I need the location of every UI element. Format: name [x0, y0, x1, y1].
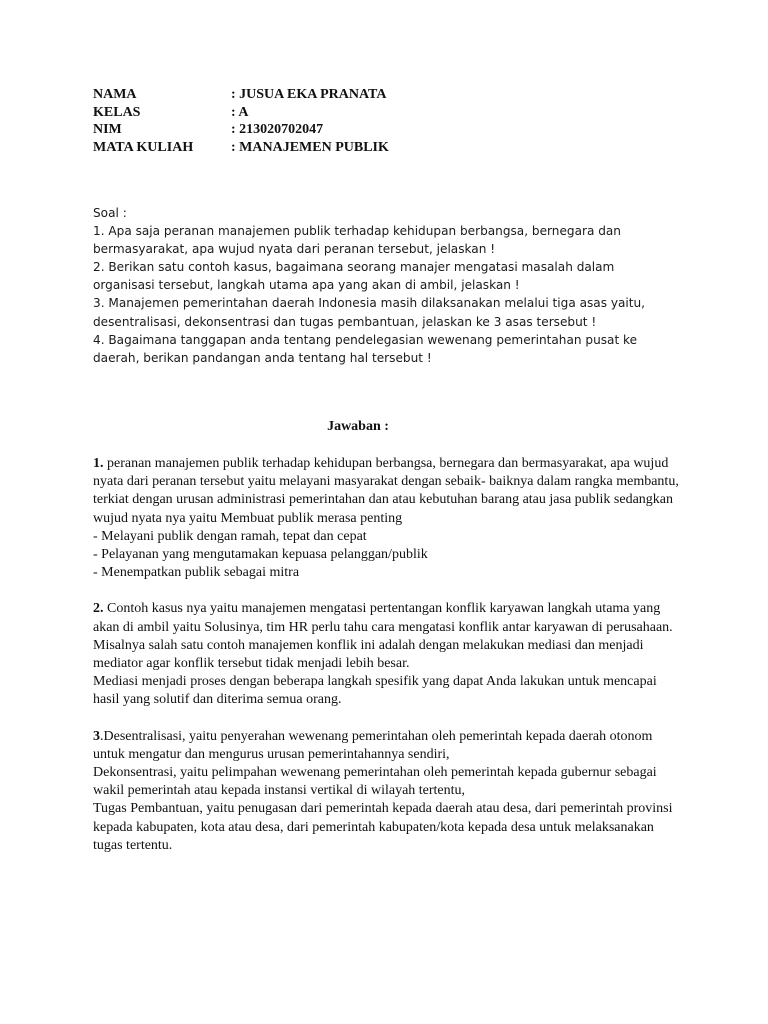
info-label: NAMA [93, 87, 137, 102]
answers-section [93, 455, 683, 873]
answer-line: - Melayani publik dengan ramah, tepat dan cepat [93, 528, 367, 544]
info-label: MATA KULIAH [93, 139, 194, 155]
info-row-kelas [93, 104, 389, 122]
answer-line: Misalnya salah satu contoh manajemen konflik ini adalah dengan melakukan mediasi dan menjadi mediator agar konflik tersebut tidak menjadi lebih besar. [93, 637, 644, 672]
info-row-mata-kuliah [93, 139, 389, 157]
answer-text: peranan manajemen publik terhadap kehidupan berbangsa, bernegara dan bermasyarakat, apa wujud nyata dari peranan tersebut yaitu melayani masyarakat dengan sebaik- baiknya dalam rangka membantu, terkiat dengan urusan administrasi pemerintahan dan atau kebutuhan barang atau jasa publik sedangkan wujud nyata nya yaitu Membuat publik merasa penting [93, 456, 679, 526]
info-value: : MANAJEMEN PUBLIK [231, 139, 389, 155]
answer-number: 1. [93, 456, 104, 471]
question-4: 4. Bagaimana tanggapan anda tentang pendelegasian wewenang pemerintahan pusat ke daerah, berikan pandangan anda tentang hal tersebut ! [93, 332, 638, 365]
answer-line: Tugas Pembantuan, yaitu penugasan dari pemerintah kepada daerah atau desa, dari pemerintah provinsi kepada kabupaten, kota atau desa, dari pemerintah kabupaten/kota kepada desa untuk melaksanakan tugas tertentu. [93, 801, 673, 853]
info-value: : A [231, 104, 249, 120]
questions-title: Soal : [93, 206, 127, 220]
answer-3 [93, 728, 683, 855]
answer-paragraph [93, 728, 683, 764]
answer-paragraph [93, 600, 683, 636]
answers-title: Jawaban : [327, 419, 389, 434]
question-3: 3. Manajemen pemerintahan daerah Indonesia masih dilaksanakan melalui tiga asas yaitu, desentralisasi, dekonsentrasi dan tugas pembantuan, jelaskan ke 3 asas tersebut ! [93, 296, 646, 329]
answer-line: Mediasi menjadi proses dengan beberapa langkah spesifik yang dapat Anda lakukan untuk mencapai hasil yang solutif dan diterima semua orang. [93, 674, 657, 708]
answer-number: 3 [93, 728, 100, 744]
answer-2 [93, 600, 683, 709]
info-row-nim [93, 121, 389, 139]
info-value: : 213020702047 [231, 122, 324, 137]
question-1: 1. Apa saja peranan manajemen publik terhadap kehidupan berbangsa, bernegara dan bermasyarakat, apa wujud nyata dari peranan tersebut, jelaskan ! [93, 224, 621, 257]
answer-text: .Desentralisasi, yaitu penyerahan wewenang pemerintahan oleh pemerintah kepada daerah otonom untuk mengatur dan mengurus urusan pemerintahannya sendiri, [93, 728, 653, 762]
answer-paragraph [93, 455, 683, 528]
info-label: NIM [93, 122, 122, 137]
info-value: : JUSUA EKA PRANATA [231, 87, 387, 102]
questions-section [93, 204, 673, 367]
info-label: KELAS [93, 104, 141, 120]
answer-text: Contoh kasus nya yaitu manajemen mengatasi pertentangan konflik karyawan langkah utama yang akan di ambil yaitu Solusinya, tim HR perlu tahu cara mengatasi konflik antar karyawan di perusahaan. [93, 601, 673, 635]
answer-line: - Pelayanan yang mengutamakan kepuasa pelanggan/publik [93, 547, 428, 563]
answer-line: Dekonsentrasi, yaitu pelimpahan wewenang pemerintahan oleh pemerintah kepada gubernur sebagai wakil pemerintah atau kepada instansi vertikal di wilayah tertentu, [93, 765, 657, 799]
student-info-header [93, 86, 389, 156]
question-2: 2. Berikan satu contoh kasus, bagaimana seorang manajer mengatasi masalah dalam organisasi tersebut, langkah utama apa yang akan di ambil, jelaskan ! [93, 260, 615, 293]
answer-1 [93, 455, 683, 582]
info-row-nama [93, 86, 389, 104]
answer-line: - Menempatkan publik sebagai mitra [93, 565, 300, 581]
answer-number: 2. [93, 601, 104, 617]
